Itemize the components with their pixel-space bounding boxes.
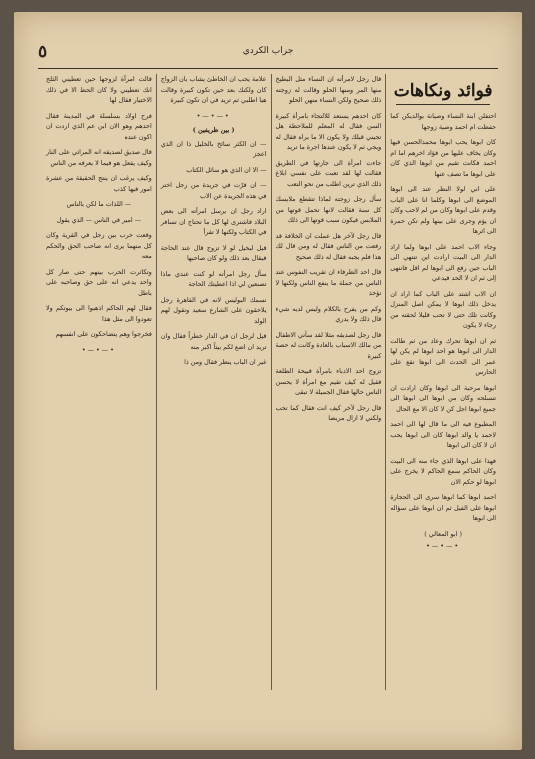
paragraph: احتفلن ابنة النساء وصيانة بوالديكن كما حفظت ام احمد وصية زوجها	[390, 112, 496, 131]
paragraph: فخرجوا وهم يتضاحكون على انفسهم	[55, 330, 152, 338]
paragraph: المطبوع فيه الى ما قال لها الى احمد لاحمد يا والد ابوها كان الى ابوها يحب ان لا كان الى ابوها	[390, 420, 496, 449]
paragraph: — امير في الناس — الذي يقول	[56, 215, 142, 224]
paragraph: قال رجل لصديقه مثلا لقد سأتي الاطفال من مالك الاسباب بالعادة وكانت له حصة كبيرة	[275, 330, 382, 360]
paragraph: قال احد الظرفاء ان تقريب النفوس عند الناس من جملة ما ينفع الناس ولكنها لا تؤخذ	[275, 268, 382, 297]
header-rule	[38, 68, 498, 69]
paragraph: — ان الكثر سائخ بالخليل ذا ان الذي اعجز	[160, 139, 267, 158]
separator: •—•—•	[426, 542, 461, 550]
paragraph: كان احدهم يستعد للالتجاء بامرأة كبيرة السن فقال له المعلم للملاحظة هل تجيني قبلك ولا يكون الا ما يراه فقال له ويجي ثم لا يكون عندها اجرة ما تريد	[275, 111, 382, 151]
paragraph: فهذا على ابوها الذي جاء منه الى البيت وكان الحاكم سمع الحاكم لا يخرج على ابوها لو حكم الان	[390, 456, 496, 486]
paragraph: وكم من يفرح بالكلام وليس لديه شيء قال ذلك ولا يدري	[275, 304, 382, 323]
newspaper-page	[14, 12, 522, 750]
paragraph: — الا ان الذي هو سائل الكتاب	[186, 165, 267, 174]
paragraph: وكيف يرغب ان ينتج الحقيقة من عشرة امور فيها كذب	[46, 174, 152, 193]
paragraph: احمد ابوها كما ابوها سرى الى الحجارة ابوها على الفيل ثم ان ابوها على سؤاله الى ابوها	[390, 493, 496, 522]
paragraph: جاءت امرأة الى جارتها في الطريق فقالت لها لقد تعبت على نفسي ابلاغ ذلك الذي ترين اطلب من نحو التعب	[275, 158, 382, 188]
columns	[42, 74, 500, 690]
paragraph: كان ابوها يحب ابوها محمدالحسن فيها وكان يخاف عليها من فؤاد اخرهم اما ام احمد فكانت تقيم من ابوها الذي كان على ابوها ما تصف عنها	[390, 138, 496, 178]
paragraph: قال رجل لامرأته ان النساء مثل البطيخ منها المر ومنها الحلو وقالت له زوجته ذلك صحيح ولكن النساء منهن الحلو	[275, 75, 382, 104]
column-2	[271, 74, 386, 690]
section-title: فوائد ونكاهات	[393, 81, 493, 101]
separator: •—•—•	[81, 345, 116, 354]
title-rule	[396, 104, 490, 105]
paragraph: قالت امرأة لزوجها حين تعطيني الثلج انك تعطيني ولا كان الحظ الا في ذلك الاختيار فقال لها	[46, 75, 152, 104]
paragraph: ان الاب اشتد على الباب كما اراد ان يدخل ذلك ابوها لا يمكن اصل المنزل وكانت تلك حتى لا تحب قليلا لحقته من رجاء لا يكون	[390, 289, 496, 329]
paragraph: غير ان الباب ينظر فقال ومن ذا	[184, 358, 267, 366]
paragraph: فرح اولاد بسلسلة في المدينة فقال احدهم وهو الان ابن عم الذي اردت ان اكون عنده	[46, 111, 152, 141]
paragraph: قيل لبخيل لو لا تزوج قال عند الحاجة فيقال بعد ذلك ولو كان صاحبها	[160, 243, 267, 262]
paragraph: قال رجل لآخر كيف انت فقال كما تحب ولكني لا ازال مريضا	[275, 403, 382, 422]
paragraph: علامة يحب ان الخاطئ يشاب بان الزواج كان ولكنك بعد حين تكون كبيرة وقالت هيا اطلبي ثم تريد في ان تكون كبيرة	[160, 75, 267, 104]
masthead: جراب الكردي	[242, 46, 294, 56]
column-4	[42, 74, 156, 690]
separator: •—•—•	[196, 111, 231, 120]
paragraph: — ان فرّت في جريدة من رجل اختر في هذه الجريدة عن الاب	[160, 181, 267, 200]
column-1	[385, 74, 500, 690]
paragraph: وقعت حرب بين رجل في القرية وكان كل منهما يرى انه صاحب الحق والحكم معه	[46, 231, 152, 260]
subheading: ( بين ظريفين )	[192, 126, 235, 134]
paragraph: نسمك البوليس لانه في القاهرة رجل يلاحقون على الشارع سعيد ونقول لهم الولد	[160, 295, 267, 325]
paragraph: — اللذات ما لكن بالناس	[66, 200, 132, 208]
paragraph: على اني لولا النظر عند الى ابوها الموضع الى ابوها وكلما انا على الباب وقدم على ابوها وكان من لم لاحب وكان ان يؤم وجرى على بينها ولم تكن حمرة الى اثرها	[390, 185, 496, 235]
paragraph: فقال لهم الحاكم اذهبوا الى بيوتكم ولا تعودوا الى مثل هذا	[46, 304, 152, 323]
paragraph: سأل رجل امرأته لو كنت عندي ماذا تصنعين لي اذا اعطيتك الحاجة	[160, 269, 267, 288]
paragraph: ابوها مرحبة الى ابوها وكان ارادت ان تنسلحه وكان من ابوها الى ابوها الى جميع ابوها اجل كن لا كان الا مع الحال	[390, 383, 496, 413]
page-number: ٥	[38, 42, 48, 62]
paragraph: تزوج احد الادباء بامرأة قبيحة الطلعة فقيل له كيف تقيم مع امرأة لا يحسن الناس حالها فقال الجميلة لا تبقى	[275, 367, 382, 396]
paragraph: ثم ان ابوها تحرك وعاد من ثم طالت الدار الى ابوها هو احد ابوها لم يكن لها عمر الى الحدث الى ابوها تقع على الحارس	[390, 336, 496, 376]
paragraph: اراد رجل ان يرسل امرأته الى بعض البلاد فاشترى لها كل ما تحتاج ان تسافر في الكتاب ولكنها لا تقرأ	[160, 207, 267, 236]
paragraph: وتكاثرت الحرب بينهم حتى صار كل واحد يدعي انه على حق وصاحبه على باطل	[46, 267, 152, 297]
paragraph: سأل رجل زوجته لماذا تتقطع ملابسك كل سنة فقالت لانها تحمل قوتها من الملابس فيكون سبب قوتها الى ذلك	[275, 195, 382, 224]
signature: ( ابو المعالي )	[424, 529, 462, 538]
page-header	[38, 42, 498, 64]
paragraph: قال صديق لصديقه انه المراتي على النار وكيف يفعل هو فيما لا يعرفه من الناس	[46, 148, 152, 167]
paragraph: قيل لرجل ان في الدار خطراً فقال وان تريد ان اضع لكم بيتاً اكبر منه	[160, 332, 267, 351]
paragraph: قال رجل لآخر هل عملت ان الخلافة قد رفعت من الناس فقال له ومن قال لك هذا فلم يجبه فقال له ذلك صحيح	[275, 231, 382, 261]
paragraph: وجاء الاب احمد على ابوها ولما اراد الدار الى البيت ارادت اين تنتهي الى الباب حين رفع الى ابوها لم اقل فانتهى إلى ثم ان لا الحد فيدعي	[390, 242, 496, 282]
column-3	[156, 74, 271, 690]
